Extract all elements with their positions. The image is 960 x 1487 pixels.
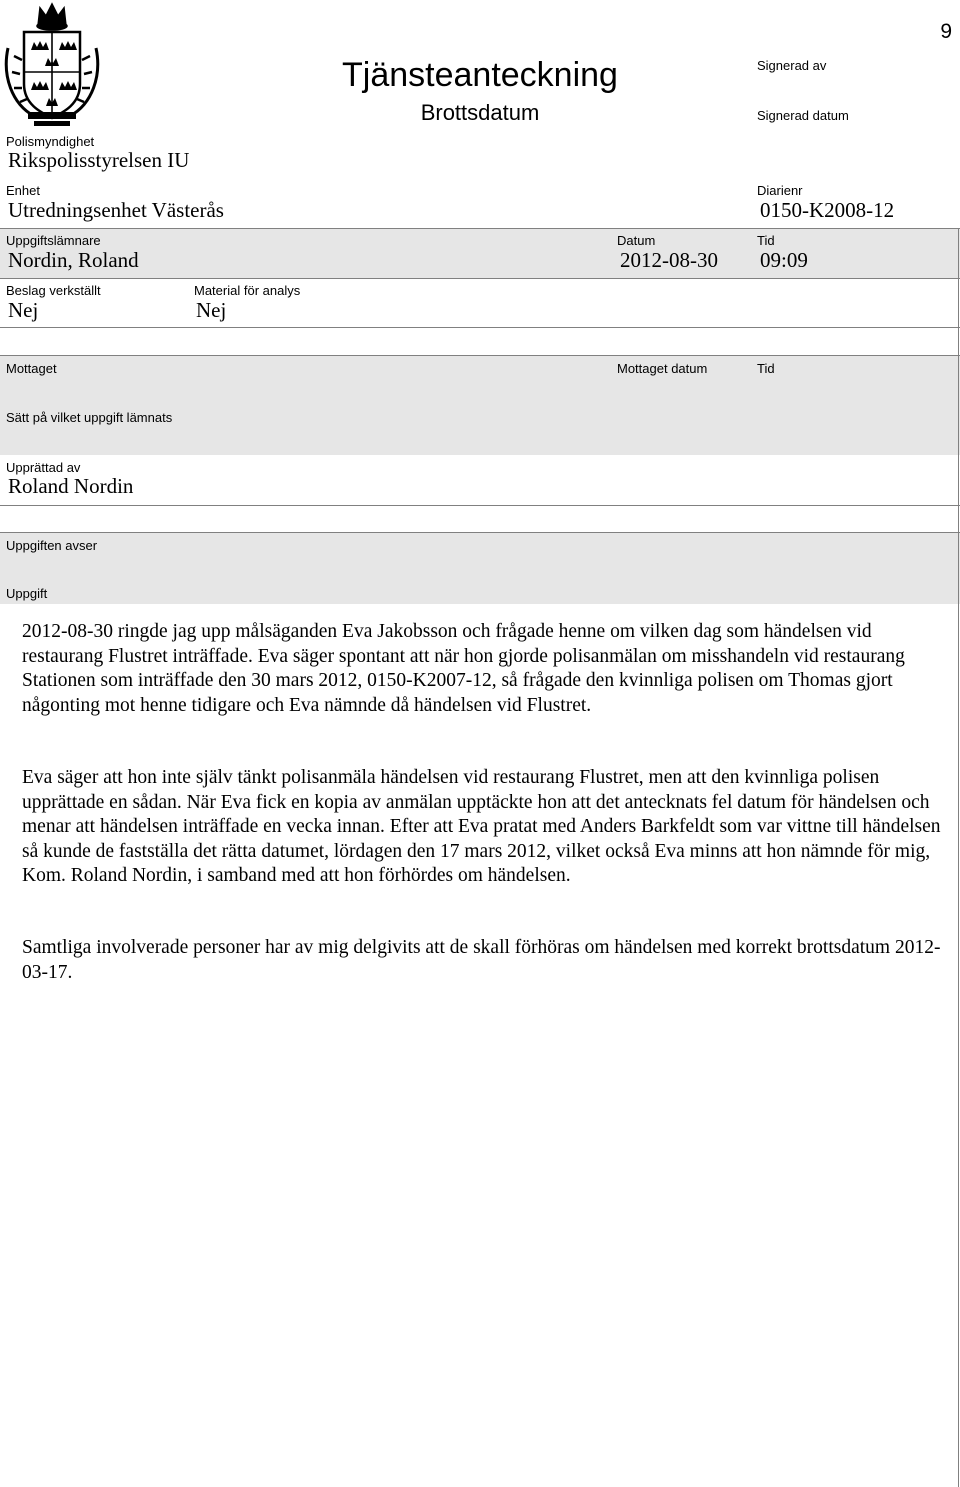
rule-regarding-top xyxy=(0,532,960,533)
body-paragraph: Samtliga involverade personer har av mig delgivits att de skall förhöras om händelsen med korrekt brottsdatum 2012-03-17. xyxy=(22,937,941,983)
informant-label: Uppgiftslämnare xyxy=(6,233,101,248)
signed-date-label: Signerad datum xyxy=(757,108,849,123)
page-number: 9 xyxy=(940,20,952,43)
date-value: 2012-08-30 xyxy=(620,248,718,272)
method-label: Sätt på vilket uppgift lämnats xyxy=(6,410,173,425)
informant-value: Nordin, Roland xyxy=(8,248,139,272)
material-value: Nej xyxy=(196,298,227,322)
coat-of-arms-icon xyxy=(4,0,100,128)
seizure-label: Beslag verkställt xyxy=(6,283,101,298)
band-regarding xyxy=(0,532,960,582)
info-label: Uppgift xyxy=(6,586,48,601)
band-received xyxy=(0,355,960,405)
rule-informant-bottom xyxy=(0,278,960,279)
body-paragraph: 2012-08-30 ringde jag upp målsäganden Eva Jakobsson och frågade henne om vilken dag som händelsen vid restaurang Flustret inträffade. Eva säger spontant att när hon gjorde polisanmälan om misshandeln vid restaurang Stationen som inträffade den 30 mars 2012, 0150-K2007-12, så frågade den kvinnliga polisen om Thomas gjort någonting mot henne tidigare och Eva nämnde då händelsen vid Flustret. xyxy=(22,621,905,716)
rule-right-edge xyxy=(958,228,959,1487)
unit-value: Utredningsenhet Västerås xyxy=(8,198,224,222)
received-label: Mottaget xyxy=(6,361,57,376)
rule-informant-top xyxy=(0,228,960,229)
band-informant xyxy=(0,228,960,278)
material-label: Material för analys xyxy=(194,283,301,298)
diarienr-label: Diarienr xyxy=(757,183,803,198)
body-paragraph: Eva säger att hon inte själv tänkt polisanmäla händelsen vid restaurang Flustret, men att den kvinnliga polisen upprättade en sådan. När Eva fick en kopia av anmälan upptäckte hon att det antecknats fel datum för händelsen och menar att händelsen inträffade en vecka innan. Efter att Eva pratat med Anders Barkfeldt som var vittne till händelsen så kunde de fastställa det rätta datumet, lördagen den 17 mars 2012, vilket också Eva minns att hon nämnde för mig, Kom. Roland Nordin, i samband med att hon förhördes om händelsen. xyxy=(22,767,941,886)
date-label: Datum xyxy=(617,233,656,248)
page-title: Tjänsteanteckning xyxy=(342,56,618,94)
received-time-label: Tid xyxy=(757,361,775,376)
diarienr-value: 0150-K2008-12 xyxy=(760,198,895,222)
rule-prepared-bottom xyxy=(0,505,960,506)
time-value: 09:09 xyxy=(760,248,808,272)
unit-label: Enhet xyxy=(6,183,40,198)
prepared-by-value: Roland Nordin xyxy=(8,474,134,498)
rule-seizure-bottom xyxy=(0,327,960,328)
rule-received-top xyxy=(0,355,960,356)
page-subtitle: Brottsdatum xyxy=(420,100,540,125)
authority-value: Rikspolisstyrelsen IU xyxy=(8,148,190,172)
authority-label: Polismyndighet xyxy=(6,134,95,149)
time-label: Tid xyxy=(757,233,775,248)
signed-by-label: Signerad av xyxy=(757,58,827,73)
prepared-by-label: Upprättad av xyxy=(6,460,81,475)
band-info xyxy=(0,582,960,604)
received-date-label: Mottaget datum xyxy=(617,361,708,376)
regarding-label: Uppgiften avser xyxy=(6,538,98,553)
seizure-value: Nej xyxy=(8,298,39,322)
